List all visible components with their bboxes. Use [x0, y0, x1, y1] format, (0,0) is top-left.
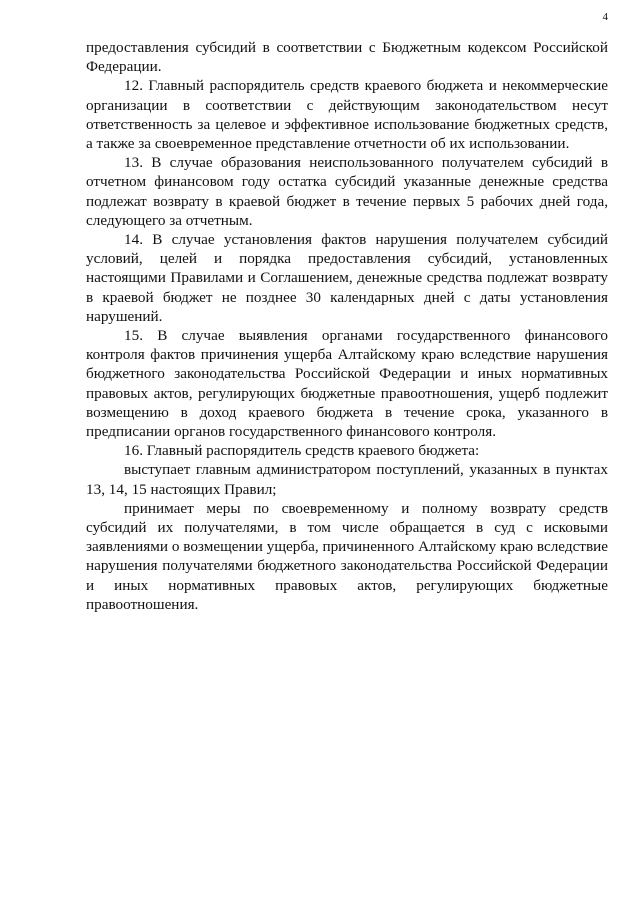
paragraph-12: 12. Главный распорядитель средств краевого бюджета и некоммерческие организации в соответствии с действующим законодательством несут ответственность за целевое и эффективное использование бюджетных средств, а также за своевременное представление отчетности об их использовании. [86, 77, 608, 153]
document-body [86, 38, 608, 614]
paragraph-13: 13. В случае образования неиспользованного получателем субсидий в отчетном финансовом году остатка субсидий указанные денежные средства подлежат возврату в краевой бюджет в течение первых 5 рабочих дней года, следующего за отчетным. [86, 154, 608, 229]
paragraph-16-item-2: принимает меры по своевременному и полному возврату средств субсидий их получателями, в том числе обращается в суд с исковыми заявлениями о возмещении ущерба, причиненного Алтайскому краю вследствие нарушения получателями бюджетного законодательства Российской Федерации и иных нормативных правовых актов, регулирующих бюджетные правоотношения. [86, 499, 608, 613]
paragraph-16: 16. Главный распорядитель средств краевого бюджета: [124, 442, 480, 460]
paragraph-14: 14. В случае установления фактов нарушения получателем субсидий условий, целей и порядка предоставления субсидий, установленных настоящими Правилами и Соглашением, денежные средства подлежат возврату в краевой бюджет не позднее 30 календарных дней с даты установления нарушений. [86, 231, 608, 325]
page-number: 4 [602, 11, 608, 23]
paragraph-continuation: предоставления субсидий в соответствии с Бюджетным кодексом Российской Федерации. [86, 39, 608, 76]
paragraph-15: 15. В случае выявления органами государственного финансового контроля фактов причинения ущерба Алтайскому краю вследствие нарушения бюджетного законодательства Российской Федерации и иных нормативных правовых актов, регулирующих бюджетные правоотношения, ущерб подлежит возмещению в доход краевого бюджета в течение срока, указанного в предписании органов государственного финансового контроля. [86, 327, 608, 441]
paragraph-16-item-1: выступает главным администратором поступлений, указанных в пунктах 13, 14, 15 настоящих Правил; [86, 461, 608, 498]
